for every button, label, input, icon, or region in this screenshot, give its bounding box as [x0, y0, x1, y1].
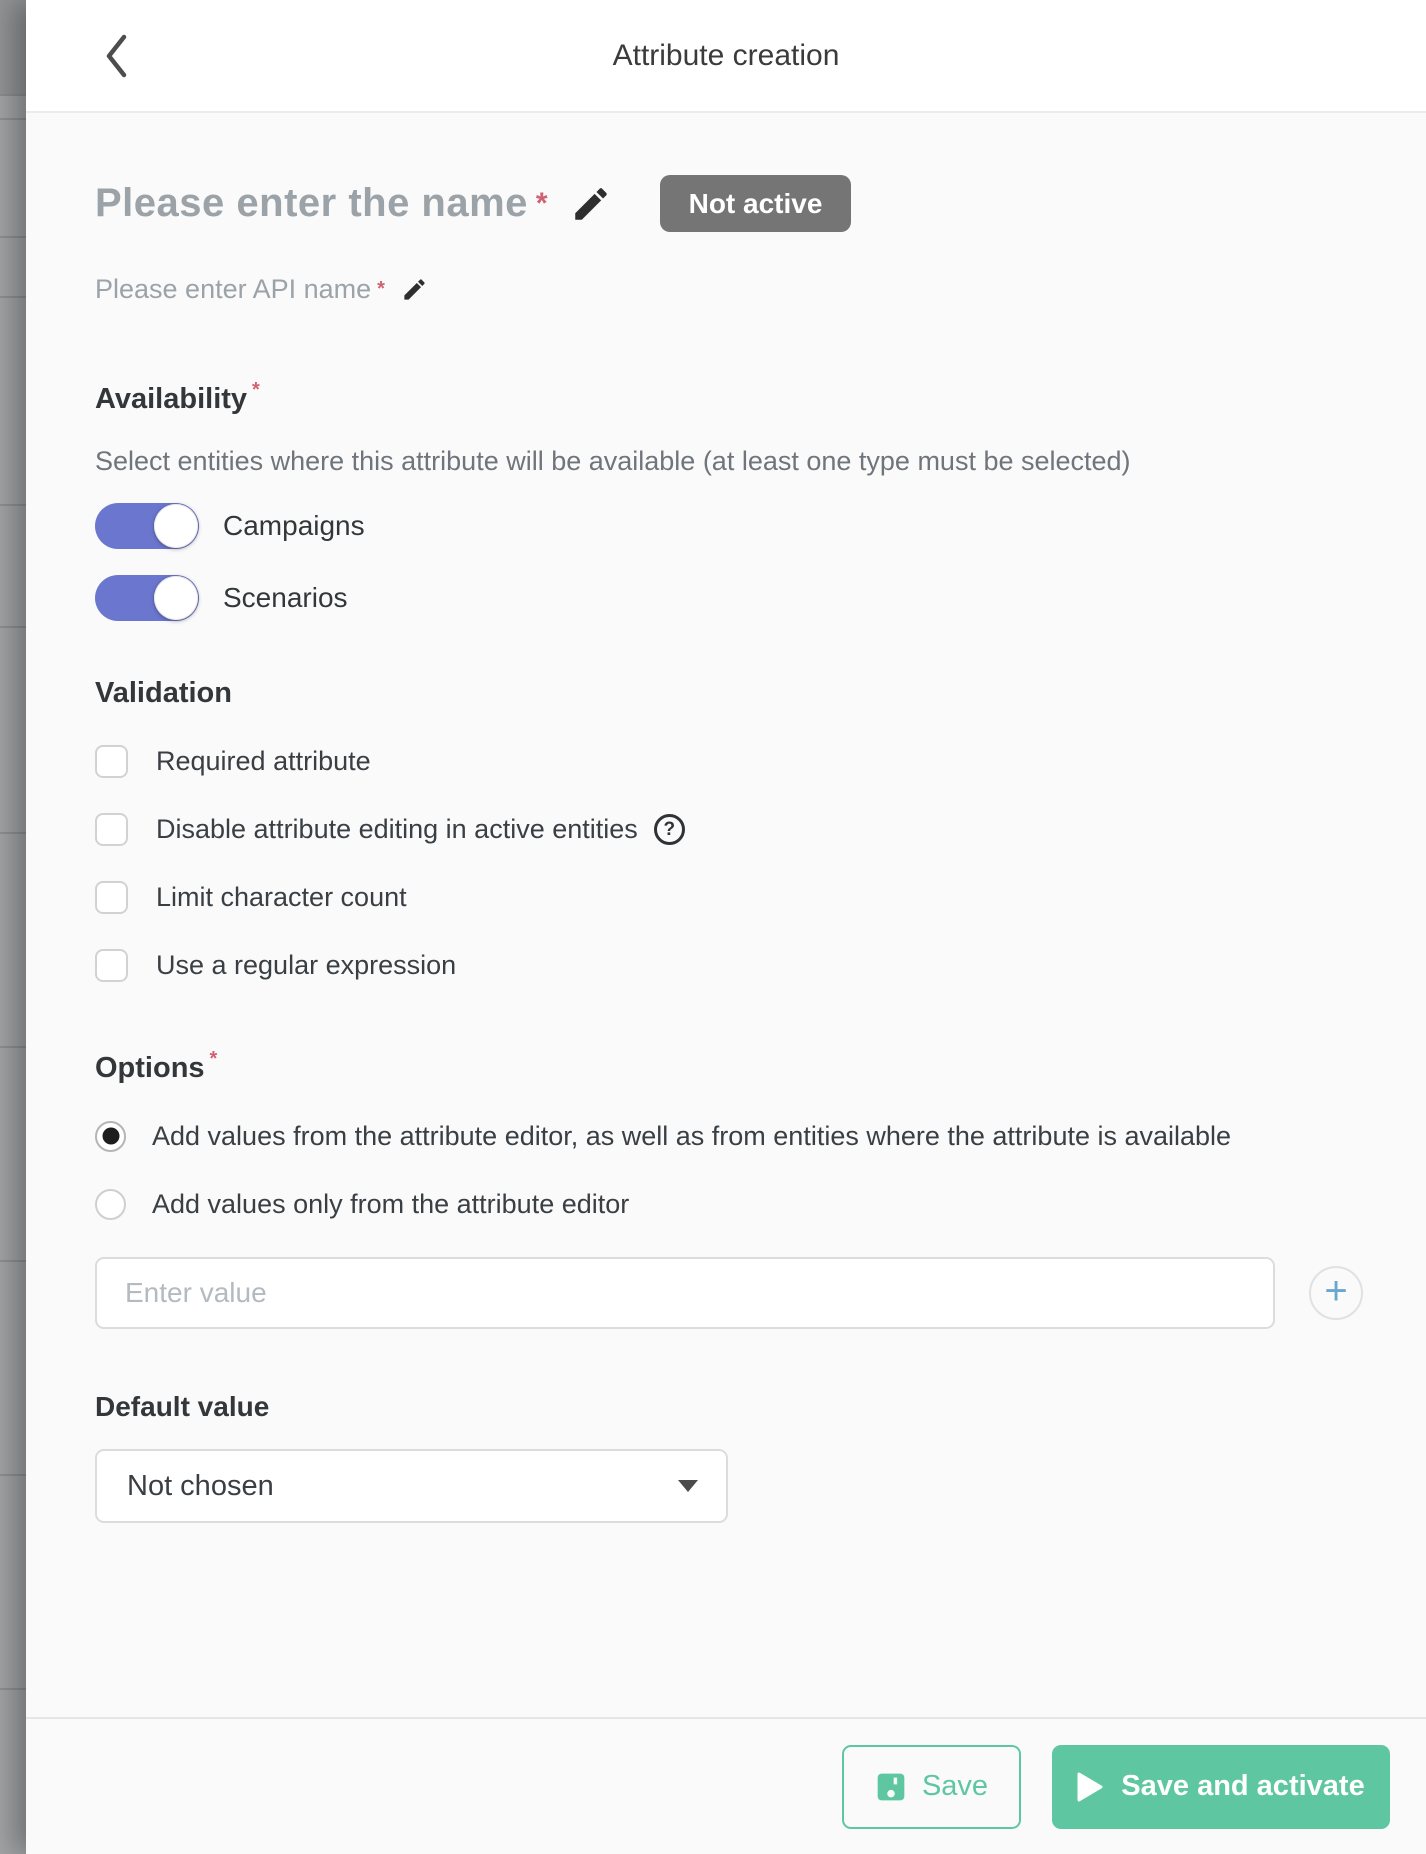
- background-table-row-divider: [0, 296, 26, 298]
- add-value-button[interactable]: [1309, 1266, 1363, 1320]
- background-table-row-divider: [0, 1474, 26, 1476]
- required-marker: *: [377, 278, 385, 300]
- floppy-disk-icon: [875, 1771, 907, 1803]
- play-icon: [1077, 1772, 1103, 1802]
- add-values-editor-only-radio[interactable]: [95, 1189, 126, 1220]
- background-table-row-divider: [0, 1688, 26, 1690]
- dimmed-background-page: [0, 0, 26, 1854]
- pencil-icon: [570, 183, 612, 225]
- checkbox-label: Use a regular expression: [156, 949, 457, 980]
- api-name-field[interactable]: Please enter API name: [95, 274, 372, 304]
- disable-editing-checkbox[interactable]: [95, 813, 128, 846]
- background-header-strip: [0, 0, 26, 96]
- radio-label: Add values from the attribute editor, as well as from entities where the attribute is available: [152, 1120, 1232, 1151]
- attribute-creation-panel: [26, 0, 1426, 1854]
- default-value-label: Default value: [95, 1391, 270, 1422]
- checkbox-row-required-attribute: [95, 744, 1426, 778]
- dropdown-selected-value: Not chosen: [127, 1469, 274, 1502]
- save-button-label: Save: [921, 1770, 989, 1802]
- chevron-down-icon: [678, 1480, 698, 1492]
- default-value-dropdown[interactable]: [95, 1449, 728, 1523]
- value-entry-row: [95, 1257, 1426, 1329]
- required-marker: *: [535, 186, 548, 220]
- value-input[interactable]: [95, 1257, 1275, 1329]
- toggle-knob: [154, 504, 198, 548]
- page-title: Attribute creation: [612, 38, 840, 72]
- edit-name-button[interactable]: [570, 183, 612, 225]
- regular-expression-checkbox[interactable]: [95, 949, 128, 982]
- validation-section-title: Validation: [95, 677, 232, 709]
- panel-footer: [26, 1717, 1426, 1854]
- pencil-icon: [401, 276, 428, 303]
- toggle-row-campaigns: [95, 503, 1426, 549]
- panel-header: [26, 0, 1426, 113]
- campaigns-toggle[interactable]: [95, 503, 199, 549]
- checkbox-label: Limit character count: [156, 881, 407, 912]
- required-marker: *: [252, 379, 260, 401]
- form-content: [95, 113, 1426, 1523]
- background-table-row-divider: [0, 118, 26, 120]
- scenarios-toggle[interactable]: [95, 575, 199, 621]
- attribute-name-field[interactable]: Please enter the name: [95, 181, 528, 225]
- add-values-everywhere-radio[interactable]: [95, 1121, 126, 1152]
- plus-icon: +: [1324, 1269, 1348, 1313]
- background-table-row-divider: [0, 626, 26, 628]
- availability-description: Select entities where this attribute will be available (at least one type must be selected): [95, 446, 1131, 476]
- save-and-activate-button[interactable]: [1052, 1745, 1390, 1829]
- options-title-text: Options: [95, 1052, 205, 1084]
- background-table-row-divider: [0, 504, 26, 506]
- background-table-row-divider: [0, 236, 26, 238]
- status-badge: Not active: [660, 175, 852, 232]
- save-and-activate-label: Save and activate: [1121, 1770, 1365, 1802]
- api-name-row: [95, 274, 1426, 305]
- background-table-row-divider: [0, 1046, 26, 1048]
- toggle-knob: [154, 576, 198, 620]
- toggle-label: Scenarios: [223, 582, 348, 613]
- background-table-row-divider: [0, 1260, 26, 1262]
- radio-label: Add values only from the attribute editor: [152, 1188, 630, 1219]
- background-table-row-divider: [0, 832, 26, 834]
- checkbox-row-limit-characters: [95, 880, 1426, 914]
- options-section-title: [95, 1048, 1426, 1085]
- checkbox-label: Disable attribute editing in active entities: [156, 813, 638, 844]
- help-icon[interactable]: ?: [654, 814, 685, 845]
- limit-characters-checkbox[interactable]: [95, 881, 128, 914]
- checkbox-label: Required attribute: [156, 745, 371, 776]
- availability-title-text: Availability: [95, 383, 248, 415]
- required-marker: *: [209, 1048, 218, 1070]
- radio-row-add-values-everywhere: [95, 1119, 1426, 1153]
- required-attribute-checkbox[interactable]: [95, 745, 128, 778]
- checkbox-row-disable-editing: [95, 812, 1426, 846]
- checkbox-row-regular-expression: [95, 948, 1426, 982]
- toggle-label: Campaigns: [223, 510, 365, 541]
- edit-api-name-button[interactable]: [401, 276, 428, 303]
- save-button[interactable]: [842, 1745, 1021, 1829]
- availability-section-title: [95, 379, 1426, 416]
- radio-row-add-values-editor-only: [95, 1187, 1426, 1221]
- attribute-name-row: [95, 175, 1426, 232]
- toggle-row-scenarios: [95, 575, 1426, 621]
